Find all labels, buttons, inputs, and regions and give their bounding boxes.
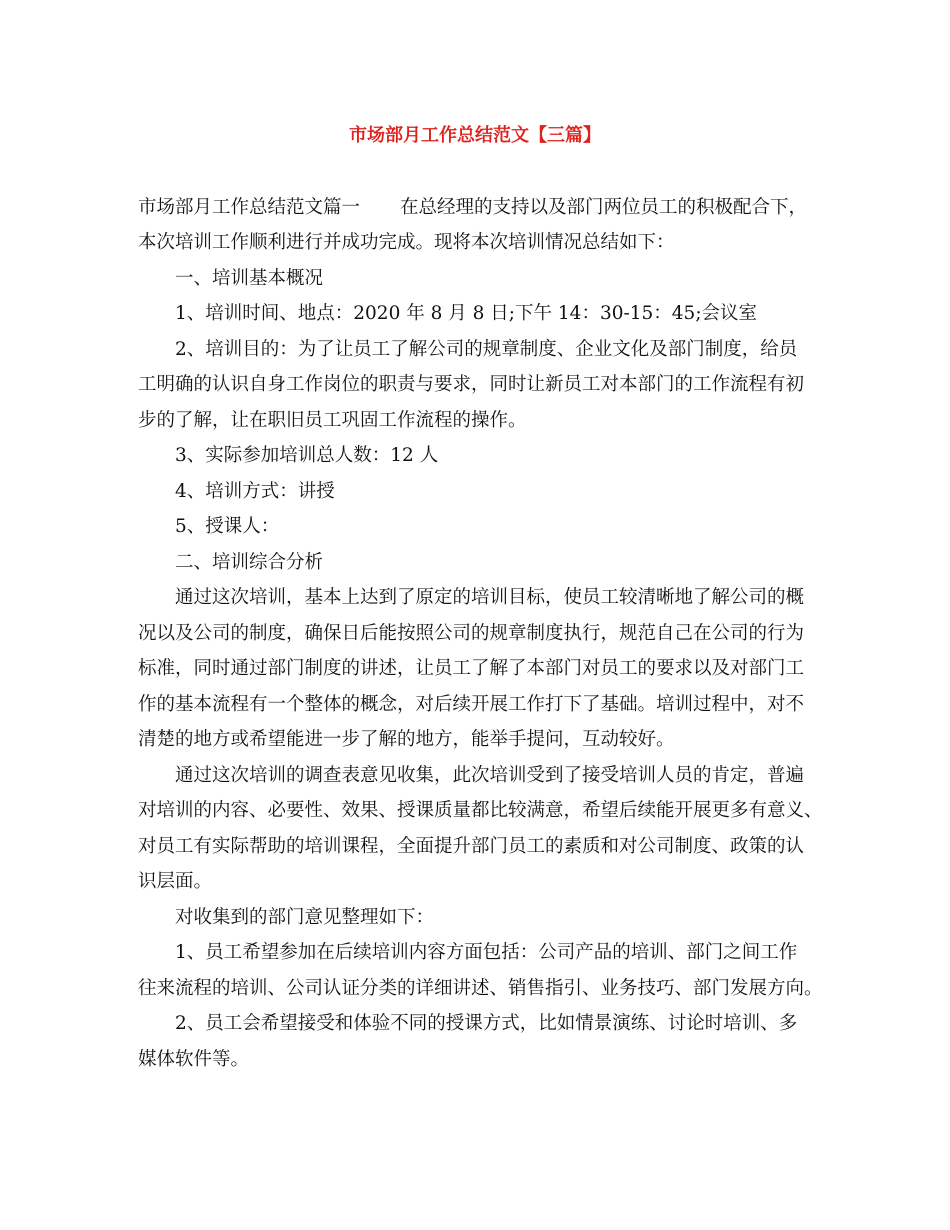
text-line: 作的基本流程有一个整体的概念，对后续开展工作打下了基础。培训过程中，对不	[138, 694, 805, 715]
text-line: 二、培训综合分析	[175, 552, 324, 573]
text-line: 2、员工会希望接受和体验不同的授课方式，比如情景演练、讨论时培训、多	[175, 1013, 798, 1034]
text-line: 况以及公司的制度，确保日后能按照公司的规章制度执行，规范自己在公司的行为	[138, 623, 805, 644]
text-line: 2、培训目的：为了让员工了解公司的规章制度、企业文化及部门制度，给员	[175, 339, 798, 360]
text-line: 一、培训基本概况	[175, 268, 324, 289]
text-line: 识层面。	[138, 871, 213, 892]
section-intro: 在总经理的支持以及部门两位员工的积极配合下，	[400, 197, 808, 218]
document-title: 市场部月工作总结范文【三篇】	[349, 125, 601, 146]
text-line: 清楚的地方或希望能进一步了解的地方，能举手提问，互动较好。	[138, 729, 675, 750]
text-line: 通过这次培训，基本上达到了原定的培训目标，使员工较清晰地了解公司的概	[175, 587, 805, 608]
text-line: 标准，同时通过部门制度的讲述，让员工了解了本部门对员工的要求以及对部门工	[138, 658, 805, 679]
text-line: 对收集到的部门意见整理如下：	[175, 907, 435, 928]
text-line: 工明确的认识自身工作岗位的职责与要求，同时让新员工对本部门的工作流程有初	[138, 374, 805, 395]
text-line: 对员工有实际帮助的培训课程，全面提升部门员工的素质和对公司制度、政策的认	[138, 836, 805, 857]
section-heading: 市场部月工作总结范文篇一	[138, 197, 361, 218]
text-line: 1、培训时间、地点：2020 年 8 月 8 日;下午 14：30-15：45;会议室	[175, 303, 758, 324]
text-line	[138, 196, 807, 220]
text-line: 1、员工希望参加在后续培训内容方面包括：公司产品的培训、部门之间工作	[175, 942, 798, 963]
text-line: 4、培训方式：讲授	[175, 481, 335, 502]
text-line: 往来流程的培训、公司认证分类的详细讲述、销售指引、业务技巧、部门发展方向。	[138, 978, 823, 999]
text-line: 通过这次培训的调查表意见收集，此次培训受到了接受培训人员的肯定，普遍	[175, 765, 805, 786]
text-line: 本次培训工作顺利进行并成功完成。现将本次培训情况总结如下：	[138, 232, 675, 253]
text-line: 3、实际参加培训总人数：12 人	[175, 445, 439, 466]
text-line: 媒体软件等。	[138, 1049, 250, 1070]
text-line: 5、授课人：	[175, 516, 280, 537]
text-line: 步的了解，让在职旧员工巩固工作流程的操作。	[138, 410, 527, 431]
text-line: 对培训的内容、必要性、效果、授课质量都比较满意，希望后续能开展更多有意义、	[138, 800, 823, 821]
